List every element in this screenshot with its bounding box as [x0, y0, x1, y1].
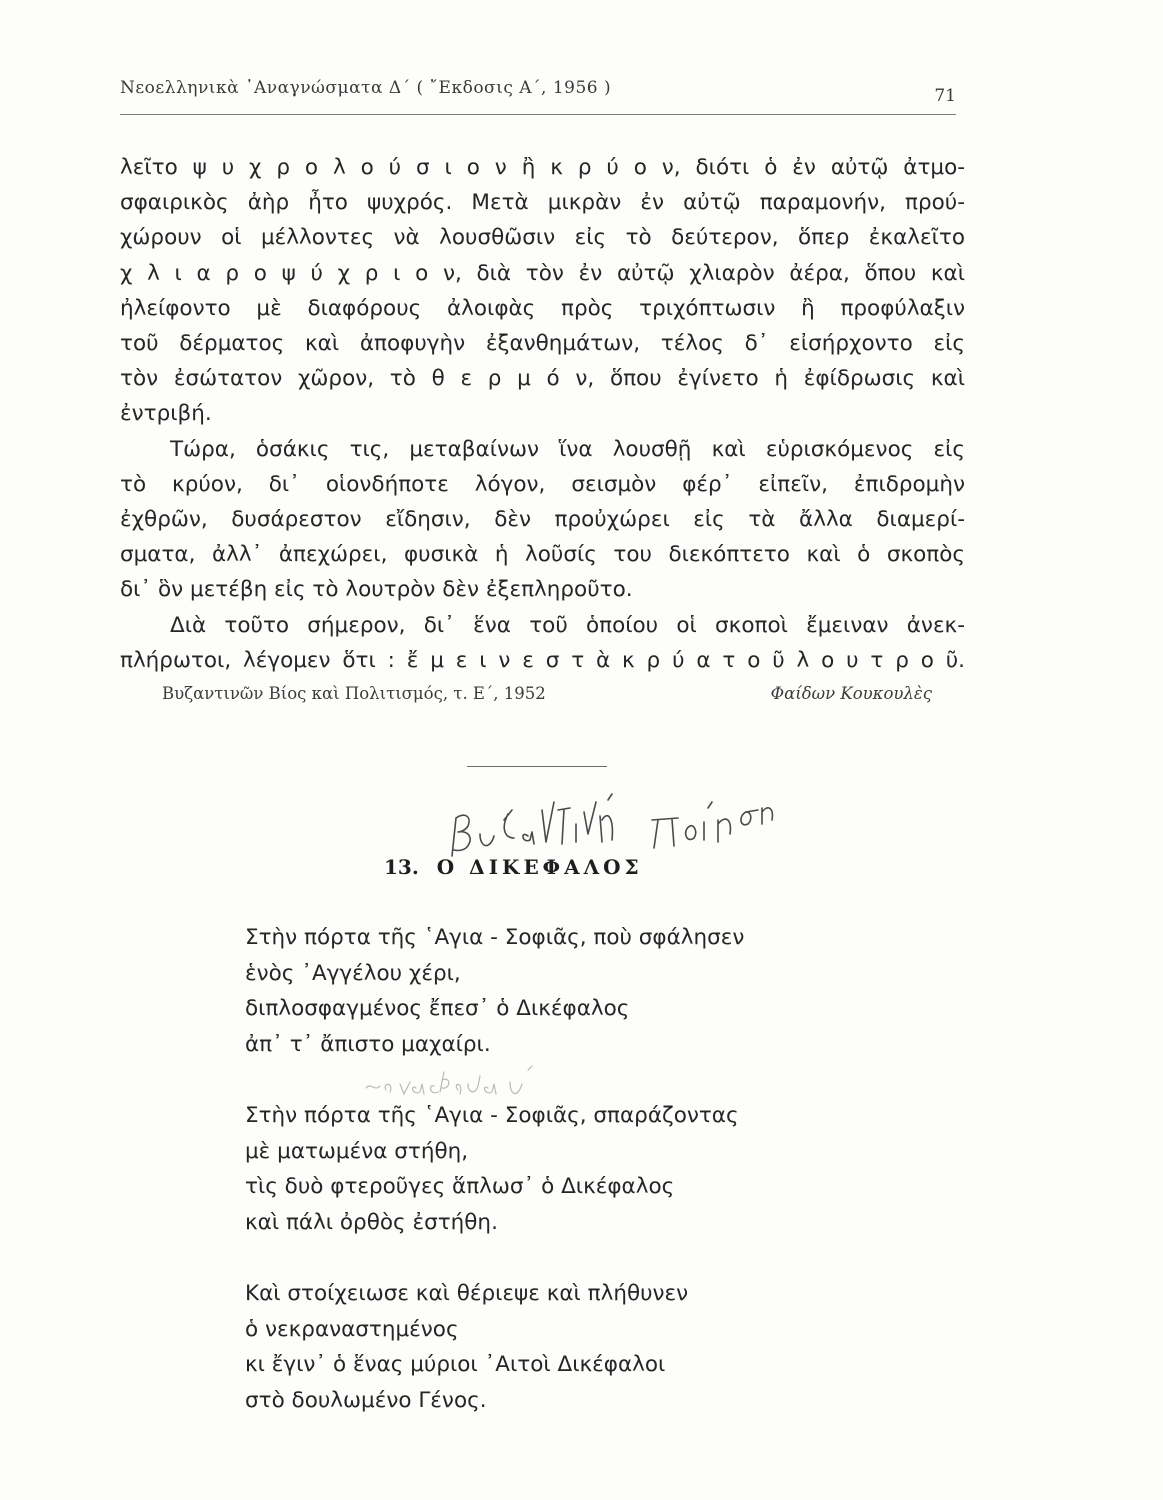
prose-body: [120, 150, 965, 678]
text-line: Διὰ τοῦτο σήμερον, δι᾿ ἕνα τοῦ ὁποίου οἱ σκοποὶ ἔμειναν ἀνεκ-: [170, 612, 965, 638]
author-name: Φαίδων Κουκουλὲς: [770, 684, 932, 703]
text-line: τοῦ δέρματος καὶ ἀποφυγὴν ἐξανθημάτων, τέλος δ᾿ εἰσήρχοντο εἰς: [120, 331, 965, 357]
text-line: χ λ ι α ρ ο ψ ύ χ ρ ι ο ν, διὰ τὸν ἐν αὐτῷ χλιαρὸν ἀέρα, ὅπου καὶ: [120, 260, 965, 286]
text-line: δι᾿ ὃν μετέβη εἰς τὸ λουτρὸν δὲν ἐξεπληροῦτο.: [120, 577, 633, 603]
section-heading: [384, 855, 643, 879]
verse-line: τὶς δυὸ φτεροῦγες ἅπλωσ᾿ ὁ Δικέφαλος: [245, 1174, 675, 1199]
verse-line: ὁ νεκραναστημένος: [245, 1316, 459, 1342]
faint-pencil-note: [360, 1062, 550, 1102]
section-title: Ο ΔΙΚΕΦΑΛΟΣ: [436, 855, 643, 879]
paragraph-2: [120, 432, 965, 608]
paragraph-1: [120, 150, 965, 432]
stanza-2: [245, 1098, 885, 1240]
header-rule: [120, 114, 956, 115]
page-number: 71: [934, 86, 956, 106]
text-line: τὸν ἐσώτατον χῶρον, τὸ θ ε ρ μ ό ν, ὅπου ἐγίνετο ἡ ἐφίδρωσις καὶ: [120, 366, 965, 392]
verse-line: μὲ ματωμένα στήθη,: [245, 1138, 469, 1164]
verse-line: ἑνὸς ᾿Αγγέλου χέρι,: [245, 960, 461, 986]
text-line: Τώρα, ὁσάκις τις, μεταβαίνων ἵνα λουσθῇ καὶ εὑρισκόμενος εἰς: [170, 436, 965, 462]
text-line: τὸ κρύον, δι᾿ οἱονδήποτε λόγον, σεισμὸν φέρ᾿ εἰπεῖν, ἐπιδρομὴν: [120, 471, 965, 497]
running-head-title: Νεοελληνικὰ ᾿Αναγνώσματα Δ΄ ( ῎Εκδοσις Α΄, 1956 ): [120, 78, 612, 98]
verse-line: Καὶ στοίχειωσε καὶ θέριεψε καὶ πλήθυνεν: [245, 1281, 689, 1306]
text-line: σματα, ἀλλ᾿ ἀπεχώρει, φυσικὰ ἡ λοῦσίς του διεκόπτετο καὶ ὁ σκοπὸς: [120, 542, 965, 568]
handwritten-annotation: [446, 790, 776, 860]
text-line: ἠλείφοντο μὲ διαφόρους ἀλοιφὰς πρὸς τριχόπτωσιν ἢ προφύλαξιν: [120, 295, 965, 321]
verse-line: ἀπ᾿ τ᾿ ἄπιστο μαχαίρι.: [245, 1031, 491, 1057]
text-line: ἐχθρῶν, δυσάρεστον εἴδησιν, δὲν προὐχώρει εἰς τὰ ἄλλα διαμερί-: [120, 507, 965, 533]
verse-line: καὶ πάλι ὀρθὸς ἐστήθη.: [245, 1209, 498, 1235]
source-reference: Βυζαντινῶν Βίος καὶ Πολιτισμός, τ. Ε΄, 1952: [162, 684, 546, 703]
poem: [245, 920, 885, 1454]
text-line: σφαιρικὸς ἀὴρ ἦτο ψυχρός. Μετὰ μικρὰν ἐν αὐτῷ παραμονήν, πρού-: [120, 190, 965, 216]
text-line: ἐντριβή.: [120, 401, 212, 427]
verse-line: κι ἔγιν᾿ ὁ ἕνας μύριοι ᾿Αιτοὶ Δικέφαλοι: [245, 1352, 666, 1377]
text-line: χώρουν οἱ μέλλοντες νὰ λουσθῶσιν εἰς τὸ δεύτερον, ὅπερ ἐκαλεῖτο: [120, 225, 965, 251]
running-head: [120, 78, 956, 118]
paragraph-3: [120, 608, 965, 678]
text-line: λεῖτο ψ υ χ ρ ο λ ο ύ σ ι ο ν ἢ κ ρ ύ ο ν, διότι ὁ ἐν αὐτῷ ἀτμο-: [120, 155, 965, 180]
section-number: 13.: [384, 855, 419, 879]
verse-line: στὸ δουλωμένο Γένος.: [245, 1387, 487, 1413]
section-divider: [467, 766, 607, 767]
text-line: πλήρωτοι, λέγομεν ὅτι : ἔ μ ε ι ν ε σ τ ὰ κ ρ ύ α τ ο ῦ λ ο υ τ ρ ο ῦ.: [120, 647, 965, 673]
citation: [162, 684, 932, 714]
verse-line: διπλοσφαγμένος ἔπεσ᾿ ὁ Δικέφαλος: [245, 996, 630, 1021]
stanza-3: [245, 1276, 885, 1418]
stanza-1: [245, 920, 885, 1062]
verse-line: Στὴν πόρτα τῆς ῾Αγια - Σοφιᾶς, ποὺ σφάλησεν: [245, 925, 745, 950]
verse-line: Στὴν πόρτα τῆς ῾Αγια - Σοφιᾶς, σπαράζοντας: [245, 1103, 739, 1128]
